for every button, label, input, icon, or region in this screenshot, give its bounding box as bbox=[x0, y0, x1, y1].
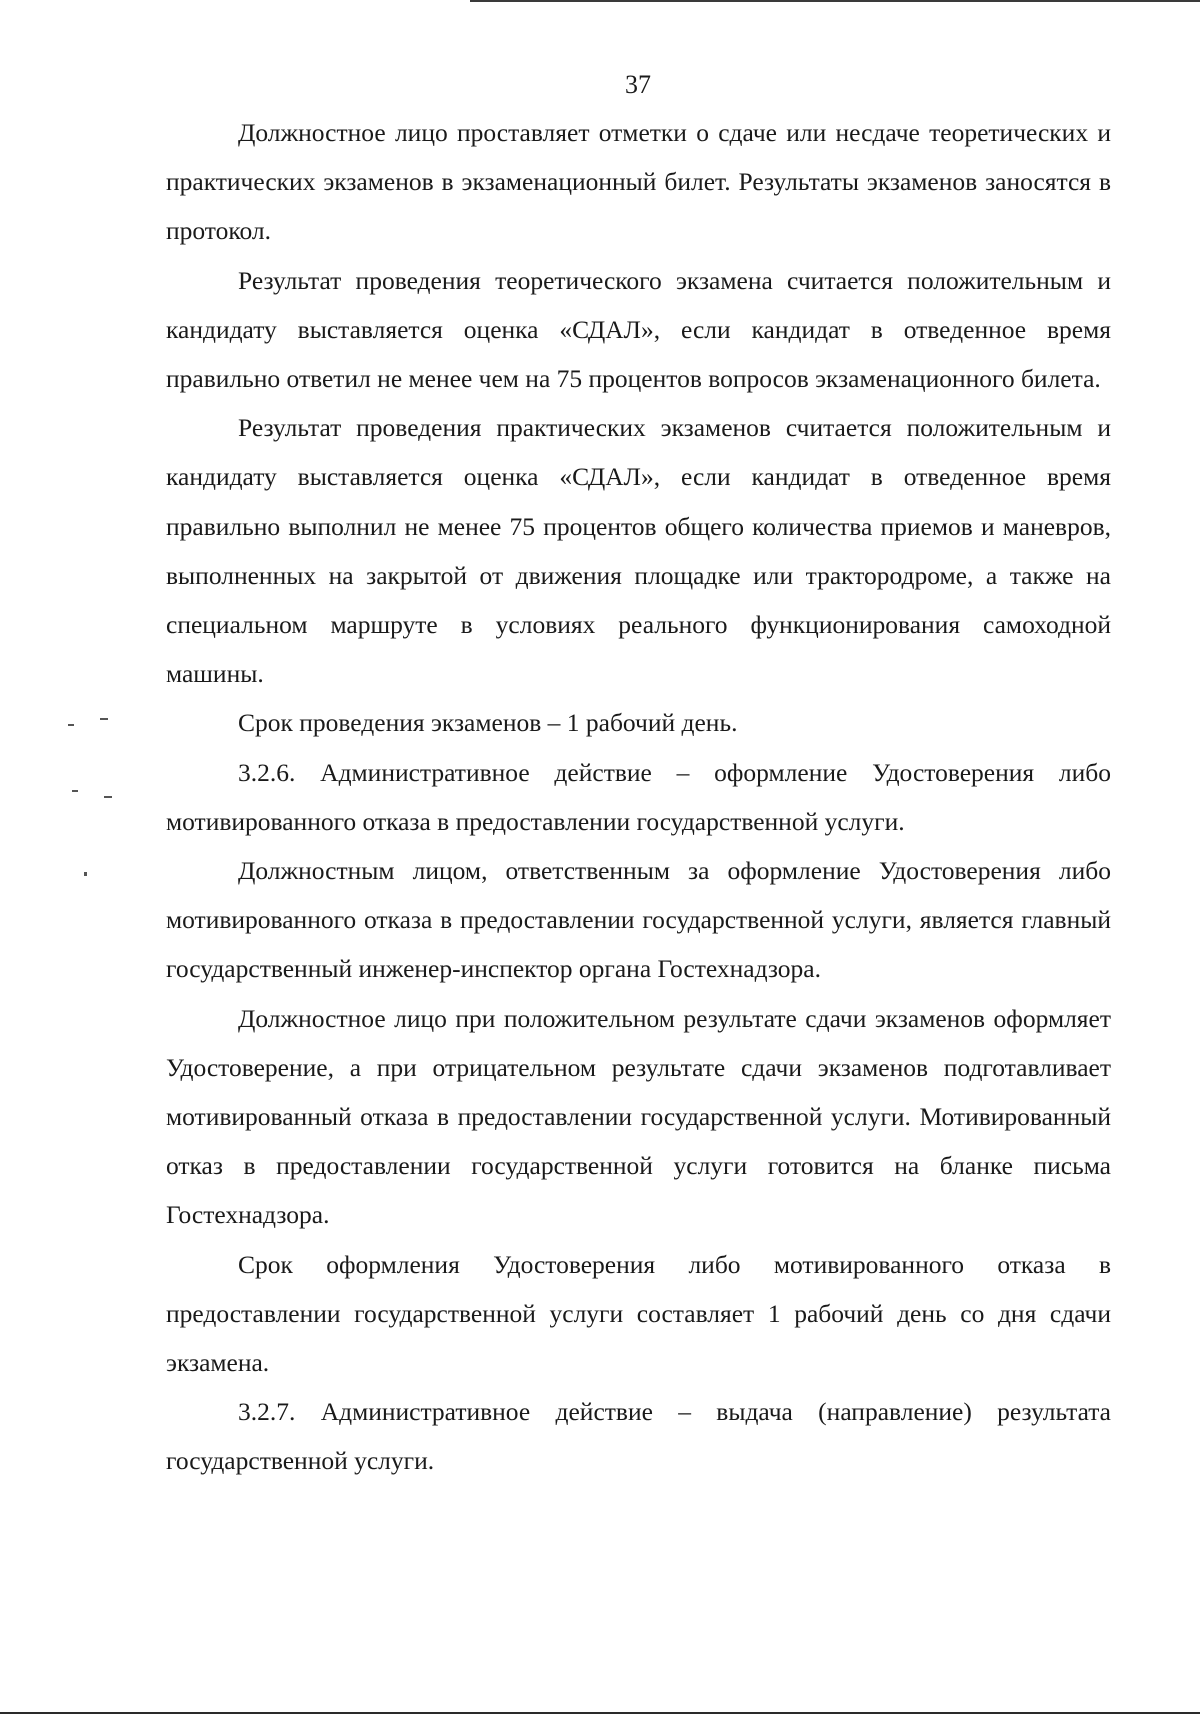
paragraph-theory-result: Результат проведения теоретического экзамена считается положительным и кандидату выставляется оценка «СДАЛ», если кандидат в отведенное время правильно ответил не менее чем на 75 процентов вопросов экзаменационного билета. bbox=[166, 265, 1111, 394]
scan-speck bbox=[100, 718, 108, 720]
paragraph-exam-duration: Срок проведения экзаменов – 1 рабочий день. bbox=[238, 708, 738, 738]
scan-speck bbox=[84, 872, 87, 876]
document-body bbox=[166, 108, 1111, 1486]
paragraph-exam-marks: Должностное лицо проставляет отметки о сдаче или несдаче теоретических и практических экзаменов в экзаменационный билет. Результаты экзаменов заносятся в протокол. bbox=[166, 118, 1111, 246]
scan-edge-top bbox=[470, 0, 1200, 2]
paragraph-practice-result: Результат проведения практических экзаменов считается положительным и кандидату выставляется оценка «СДАЛ», если кандидат в отведенное время правильно выполнил не менее 75 процентов общего количества приемов и маневров, выполненных на закрытой от движения площадке или трактородроме, а также на специальном маршруте в условиях реального функционирования самоходной машины. bbox=[166, 413, 1111, 689]
scan-edge-bottom bbox=[0, 1712, 1200, 1714]
scan-speck bbox=[68, 724, 74, 726]
paragraph-certificate-issue: Должностное лицо при положительном результате сдачи экзаменов оформляет Удостоверение, а при отрицательном результате сдачи экзаменов подготавливает мотивированный отказа в предоставлении государственной услуги. Мотивированный отказ в предоставлении государственной услуги готовится на бланке письма Гостехнадзора. bbox=[166, 1003, 1111, 1230]
page-number: 37 bbox=[625, 70, 651, 99]
paragraph-responsible-official: Должностным лицом, ответственным за оформление Удостоверения либо мотивированного отказа в предоставлении государственной услуги, является главный государственный инженер-инспектор органа Гостехнадзора. bbox=[166, 856, 1111, 984]
scan-speck bbox=[104, 796, 112, 798]
paragraph-issue-deadline: Срок оформления Удостоверения либо мотивированного отказа в предоставлении государственной услуги составляет 1 рабочий день со дня сдачи экзамена. bbox=[166, 1249, 1111, 1378]
paragraph-section-3-2-7: 3.2.7. Административное действие – выдача (направление) результата государственной услуги. bbox=[166, 1397, 1111, 1476]
paragraph-section-3-2-6: 3.2.6. Административное действие – оформление Удостоверения либо мотивированного отказа в предоставлении государственной услуги. bbox=[166, 757, 1111, 836]
scan-speck bbox=[72, 790, 78, 792]
